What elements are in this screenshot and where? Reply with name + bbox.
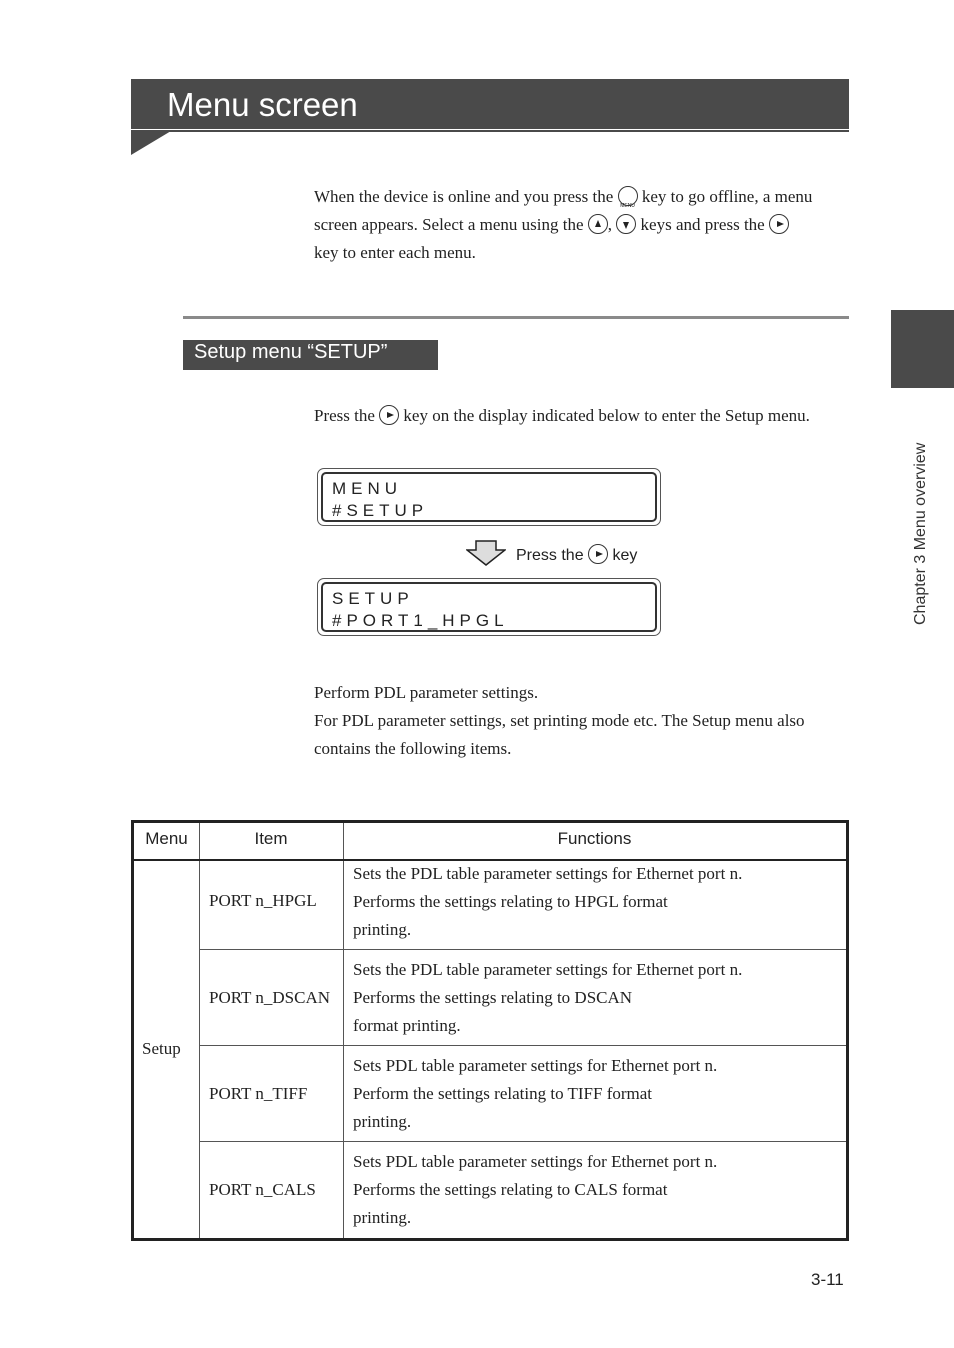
menu-key-icon — [618, 186, 638, 206]
page-title: Menu screen — [167, 86, 358, 123]
intro-line-2 — [314, 211, 854, 239]
up-key-icon — [588, 214, 608, 234]
right-key-icon — [588, 544, 608, 564]
table-function-cell — [353, 956, 742, 1040]
function-line: format printing. — [353, 1016, 461, 1035]
body-line-3: contains the following items. — [314, 739, 512, 758]
table-header-functions: Functions — [557, 829, 632, 848]
table-function-cell — [353, 1148, 717, 1232]
lcd-display-menu — [317, 468, 661, 526]
function-line: Sets the PDL table parameter settings for Ethernet port n. — [353, 960, 743, 979]
intro-line-3: key to enter each menu. — [314, 243, 476, 262]
function-line: Sets the PDL table parameter settings for Ethernet port n. — [353, 864, 743, 883]
down-key-icon — [616, 214, 636, 234]
lcd-line-1: SETUP — [332, 589, 414, 608]
function-line: Performs the settings relating to HPGL format — [353, 892, 668, 911]
intro-text: screen appears. Select a menu using the — [314, 215, 584, 234]
body-paragraph — [314, 679, 854, 763]
function-line: Performs the settings relating to DSCAN — [353, 988, 633, 1007]
table-row-rule — [199, 949, 846, 950]
table-item-cell: PORT n_HPGL — [209, 891, 317, 910]
table-row-rule — [199, 1045, 846, 1046]
function-line: printing. — [353, 920, 412, 939]
body-line-1: Perform PDL parameter settings. — [314, 683, 539, 702]
page-number: 3-11 — [811, 1270, 844, 1289]
function-line: printing. — [353, 1208, 412, 1227]
section-title: Setup menu “SETUP” — [194, 341, 388, 363]
menu-cell: Setup — [142, 1039, 181, 1058]
function-line: Sets PDL table parameter settings for Ethernet port n. — [353, 1056, 718, 1075]
press-text: Press the — [314, 406, 375, 425]
right-key-icon — [379, 405, 399, 425]
press-text: key on the display indicated below to enter the Setup menu. — [403, 406, 810, 425]
table-function-cell — [353, 1052, 717, 1136]
table-divider — [199, 823, 200, 1238]
intro-text: keys and press the — [640, 215, 765, 234]
title-underline — [131, 130, 849, 132]
table-header-item: Item — [254, 829, 288, 848]
press-instruction — [314, 402, 854, 430]
setup-items-table — [131, 820, 849, 1241]
lcd-line-2: #PORT1_HPGL — [332, 611, 509, 630]
intro-paragraph — [314, 183, 854, 267]
press-note-text: key — [612, 547, 638, 564]
right-key-icon — [769, 214, 789, 234]
table-divider — [343, 823, 344, 1238]
table-item-cell: PORT n_DSCAN — [209, 988, 331, 1007]
table-header-menu: Menu — [145, 829, 188, 848]
chapter-label: Chapter 3 Menu overview — [912, 442, 929, 625]
body-line-2: For PDL parameter settings, set printing mode etc. The Setup menu also — [314, 711, 805, 730]
function-line: Sets PDL table parameter settings for Ethernet port n. — [353, 1152, 718, 1171]
lcd-line-2: #SETUP — [332, 501, 429, 520]
title-notch — [131, 131, 171, 155]
intro-text: When the device is online and you press the — [314, 187, 614, 206]
intro-line-1 — [314, 183, 854, 211]
down-arrow-icon — [466, 540, 506, 566]
section-rule — [183, 316, 849, 319]
lcd-display-setup — [317, 578, 661, 636]
function-line: printing. — [353, 1112, 412, 1131]
press-key-note — [516, 544, 637, 565]
table-row-rule — [199, 1141, 846, 1142]
intro-text: key to go offline, a menu — [641, 187, 813, 206]
intro-separator: , — [607, 215, 613, 234]
table-function-cell — [353, 860, 742, 944]
table-item-cell: PORT n_CALS — [209, 1180, 316, 1199]
function-line: Perform the settings relating to TIFF format — [353, 1084, 653, 1103]
lcd-line-1: MENU — [332, 479, 403, 498]
press-note-text: Press the — [516, 547, 584, 564]
table-item-cell: PORT n_TIFF — [209, 1084, 308, 1103]
chapter-tab — [891, 310, 954, 388]
function-line: Performs the settings relating to CALS format — [353, 1180, 668, 1199]
